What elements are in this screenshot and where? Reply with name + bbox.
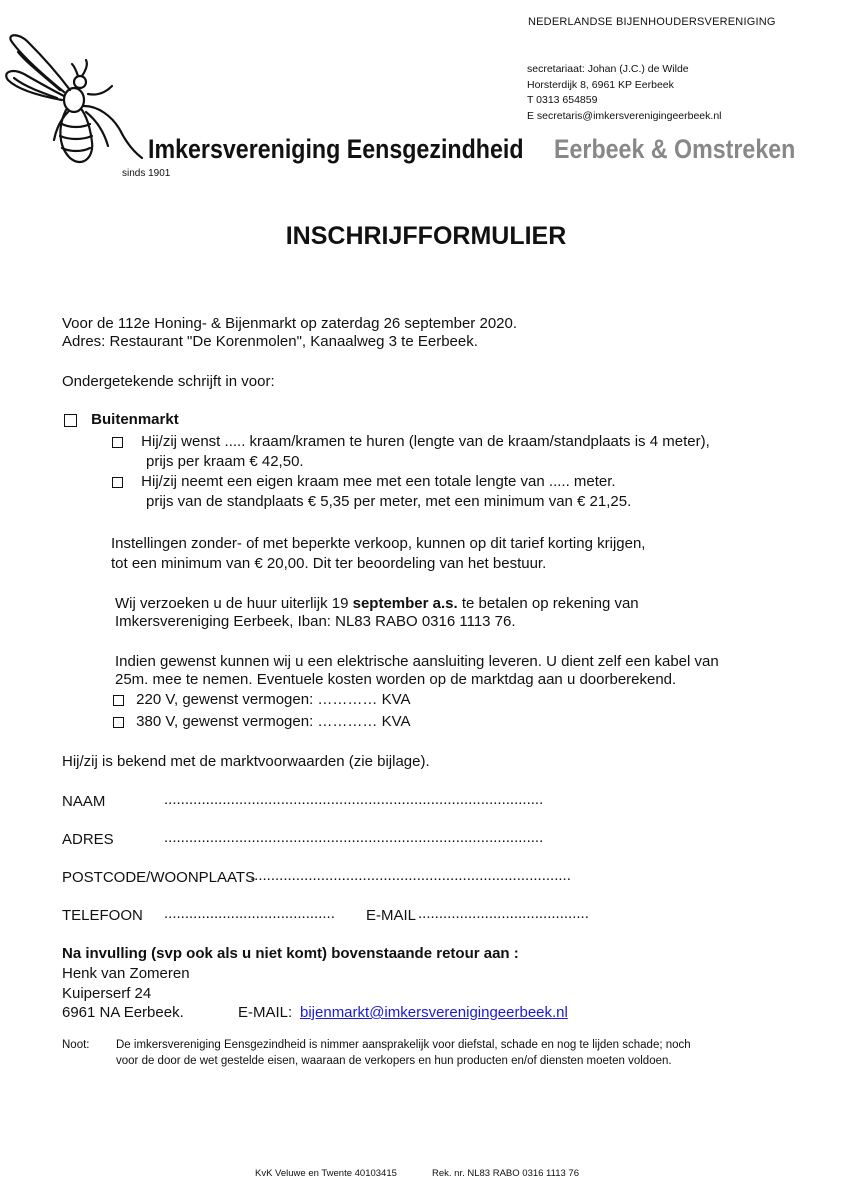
intro-line: Adres: Restaurant "De Korenmolen", Kanaalweg 3 te Eerbeek.	[62, 333, 478, 350]
discount-line: tot een minimum van € 20,00. Dit ter beoordeling van het bestuur.	[111, 555, 547, 572]
secretary-line: secretariaat: Johan (J.C.) de Wilde	[527, 63, 689, 75]
payment-text: te betalen op rekening van	[457, 595, 639, 612]
electric-line: 25m. mee te nemen. Eventuele kosten worden op de marktdag aan u doorberekend.	[115, 671, 677, 688]
payment-text: Wij verzoeken u de huur uiterlijk 19	[115, 595, 353, 612]
own-stall-text: Hij/zij neemt een eigen kraam mee met een totale lengte van ..... meter.	[141, 473, 616, 490]
discount-line: Instellingen zonder- of met beperkte verkoop, kunnen op dit tarief korting krijgen,	[111, 535, 646, 552]
electric-220-option[interactable]	[113, 690, 410, 710]
stall-rent-checkbox[interactable]	[112, 437, 123, 448]
return-heading: Na invulling (svp ook als u niet komt) bovenstaande retour aan :	[62, 945, 519, 962]
secretary-line: T 0313 654859	[527, 94, 598, 106]
note-label: Noot:	[62, 1039, 90, 1051]
payment-line	[115, 594, 639, 614]
postcode-label: POSTCODE/WOONPLAATS	[62, 869, 256, 886]
telefoon-label: TELEFOON	[62, 907, 143, 924]
naam-field[interactable]: ...........................................................................................	[164, 791, 544, 808]
page-title: INSCHRIJFFORMULIER	[285, 222, 567, 250]
return-street: Kuiperserf 24	[62, 985, 152, 1002]
note-line: voor de door de wet gestelde eisen, waaraan de verkopers en hun producten en/of diensten moeten voldoen.	[116, 1055, 672, 1067]
buitenmarkt-label: Buitenmarkt	[91, 411, 179, 428]
return-email-label: E-MAIL:	[238, 1004, 293, 1021]
buitenmarkt-checkbox[interactable]	[64, 414, 77, 427]
electric-line: Indien gewenst kunnen wij u een elektrische aansluiting leveren. U dient zelf een kabel van	[115, 653, 719, 670]
electric-380-checkbox[interactable]	[113, 717, 124, 728]
secretary-line: E secretaris@imkersverenigingeerbeek.nl	[527, 109, 722, 122]
naam-label: NAAM	[62, 793, 106, 810]
logo-region: Eerbeek & Omstreken	[554, 134, 796, 164]
adres-field[interactable]: ...........................................................................................	[164, 829, 544, 846]
footer-rek: Rek. nr. NL83 RABO 0316 1113 76	[432, 1168, 579, 1179]
postcode-field[interactable]: .............................................................................	[250, 867, 571, 884]
stall-rent-price: prijs per kraam € 42,50.	[146, 453, 304, 470]
footer-kvk: KvK Veluwe en Twente 40103415	[255, 1168, 397, 1179]
electric-380-text: 380 V, gewenst vermogen: ………… KVA	[136, 713, 411, 730]
secretary-line: Horsterdijk 8, 6961 KP Eerbeek	[527, 78, 674, 91]
conditions-text: Hij/zij is bekend met de marktvoorwaarden (zie bijlage).	[62, 753, 430, 770]
electric-220-checkbox[interactable]	[113, 695, 124, 706]
return-email-link[interactable]: bijenmarkt@imkersverenigingeerbeek.nl	[300, 1004, 568, 1021]
return-city: 6961 NA Eerbeek.	[62, 1004, 184, 1021]
since-label: sinds 1901	[122, 168, 171, 179]
return-name: Henk van Zomeren	[62, 965, 190, 982]
stall-rent-text: Hij/zij wenst ..... kraam/kramen te huren (lengte van de kraam/standplaats is 4 meter),	[141, 433, 710, 450]
buitenmarkt-option[interactable]	[64, 410, 179, 430]
payment-line: Imkersvereniging Eerbeek, Iban: NL83 RABO 0316 1113 76.	[115, 613, 516, 630]
bee-icon	[2, 34, 152, 169]
electric-380-option[interactable]	[113, 712, 410, 732]
own-stall-price: prijs van de standplaats € 5,35 per meter, met een minimum van € 21,25.	[146, 493, 632, 510]
adres-label: ADRES	[62, 831, 114, 848]
own-stall-checkbox[interactable]	[112, 477, 123, 488]
logo-name: Imkersvereniging Eensgezindheid	[148, 134, 524, 164]
email-field[interactable]: .........................................	[418, 905, 589, 922]
electric-220-text: 220 V, gewenst vermogen: ………… KVA	[136, 691, 411, 708]
own-stall-option[interactable]	[112, 472, 616, 492]
email-label: E-MAIL	[366, 907, 417, 924]
secretary-block	[527, 62, 722, 124]
intro-line: Voor de 112e Honing- & Bijenmarkt op zaterdag 26 september 2020.	[62, 315, 518, 332]
organization-name: NEDERLANDSE BIJENHOUDERSVERENIGING	[528, 16, 776, 28]
note-line: De imkersvereniging Eensgezindheid is nimmer aansprakelijk voor diefstal, schade en nog te lijden schade; noch	[116, 1039, 691, 1051]
intro-line: Ondergetekende schrijft in voor:	[62, 373, 275, 390]
telefoon-field[interactable]: .........................................	[164, 905, 335, 922]
stall-rent-option[interactable]	[112, 432, 710, 452]
payment-deadline: september a.s.	[352, 595, 458, 612]
